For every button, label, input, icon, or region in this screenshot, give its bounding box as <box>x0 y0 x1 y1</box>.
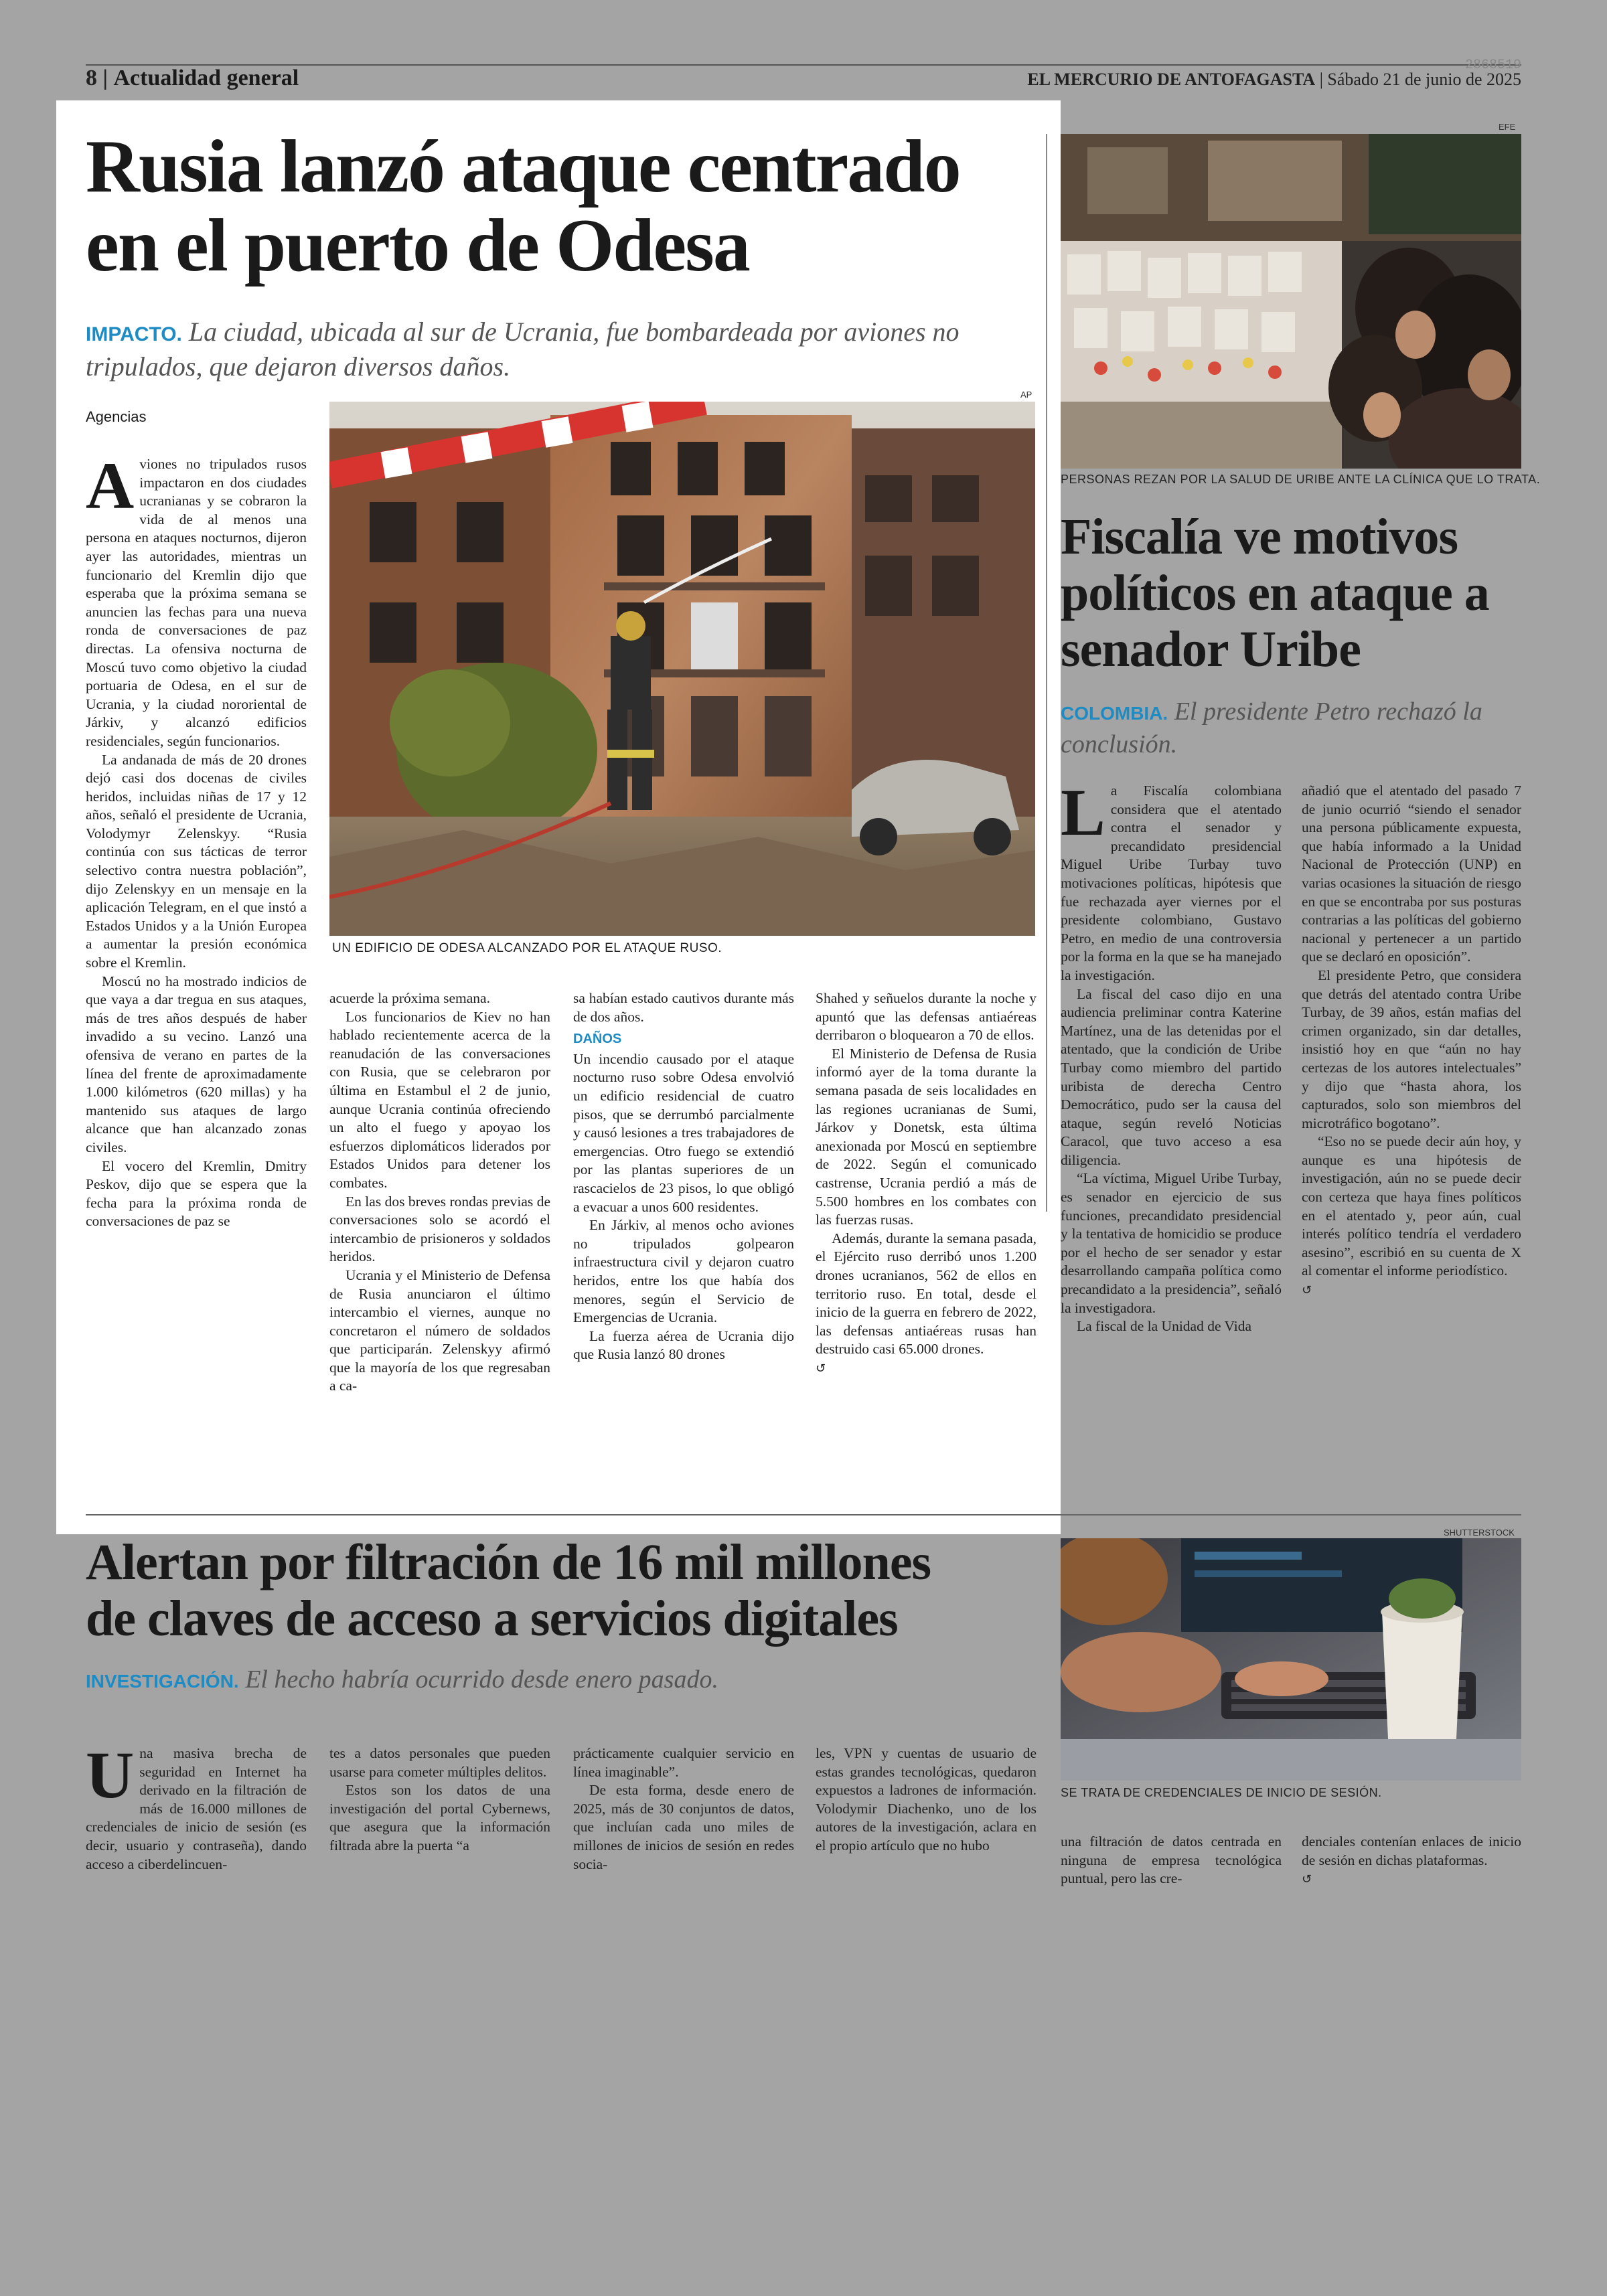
claves-column-2 <box>329 1744 550 1856</box>
odesa-photo-credit: AP <box>1020 390 1032 400</box>
section-header: 8 | Actualidad general <box>86 66 299 90</box>
odesa-paragraph: La fuerza aérea de Ucrania dijo que Rusia lanzó 80 drones <box>573 1327 794 1363</box>
uribe-paragraph: a Fiscalía colombiana considera que el atentado contra el senador y precandidato presidencial Miguel Uribe Turbay tuvo motivaciones políticas, hipótesis que fue rechazada ayer viernes por el presidente colombiano, Gustavo Petro, en medio de una controversia por la forma en la que se ha manejado la investigación. <box>1061 783 1282 983</box>
uribe-photo <box>1061 134 1521 469</box>
odesa-paragraph: Un incendio causado por el ataque nocturno ruso sobre Odesa envolvió un edificio residencial de cuatro pisos, que se derrumbó parcialmente y causó lesiones a tres trabajadores de emergencias. Otro fuego se extendió por las plantas superiores de un rascacielos de 23 pisos, lo que obligó a evacuar a unos 600 residentes. <box>573 1050 794 1215</box>
claves-headline <box>86 1534 1037 1647</box>
odesa-headline <box>86 127 1037 285</box>
odesa-headline-line2: en el puerto de Odesa <box>86 204 749 287</box>
odesa-paragraph: Shahed y señuelos durante la noche y apuntó que las defensas antiaéreas derribaron o bloquearon a 70 de ellos. <box>816 990 1037 1044</box>
odesa-photo-image <box>329 402 1035 936</box>
section-divider <box>86 1514 1521 1515</box>
odesa-paragraph: El Ministerio de Defensa de Rusia informó ayer de la toma durante la semana pasada de seis localidades en las regiones ucranianas de Sumi, Járkov y Donetsk, esta última anexionada por Moscú en septiembre de 2022. Según el comunicado castrense, Ucrania perdió a más de 5.500 hombres en los combates con las fuerzas rusas. <box>816 1045 1037 1228</box>
claves-photo-credit: SHUTTERSTOCK <box>1444 1528 1515 1538</box>
odesa-deck-text: La ciudad, ubicada al sur de Ucrania, fue bombardeada por aviones no tripulados, que dejaron diversos daños. <box>86 317 960 382</box>
odesa-paragraph: Ucrania y el Ministerio de Defensa de Rusia anunciaron el último intercambio el viernes, aunque no concretaron el número de soldados que participarán. Zelenskyy afirmó que la mayoría de los que regresaban a ca- <box>329 1266 550 1394</box>
odesa-column-3 <box>573 989 794 1364</box>
uribe-headline-line3: senador Uribe <box>1061 621 1361 677</box>
masthead: EL MERCURIO DE ANTOFAGASTA | Sábado 21 de junio de 2025 <box>1027 70 1521 89</box>
claves-photo <box>1061 1538 1521 1781</box>
odesa-drop-cap: A <box>86 448 135 523</box>
claves-paragraph: les, VPN y cuentas de usuario de estas grandes tecnológicas, quedaron expuestos a ladrones de información. Volodymir Diachenko, uno de los autores de la investigación, aclara en el propio artículo que no hubo <box>816 1745 1037 1854</box>
odesa-paragraph: La andanada de más de 20 drones dejó casi dos docenas de civiles heridos, incluidas niñas de 17 y 12 años, señaló el presidente de Ucrania, Volodymyr Zelenskyy. “Rusia continúa con sus tácticas de terror selectivo contra nuestra población”, dijo Zelenskyy en un mensaje en la aplicación Telegram, en el que instó a Estados Unidos y a la Unión Europea a aumentar la presión económica sobre el Kremlin. <box>86 751 307 971</box>
claves-deck-text: El hecho habría ocurrido desde enero pasado. <box>245 1665 718 1694</box>
uribe-paragraph: La fiscal del caso dijo en una audiencia preliminar contra Katerine Martínez, una de las detenidas por el atentado, que la condición de Uribe Turbay como miembro del partido uribista de derecha Centro Democrático, pudo ser la causa del ataque, según reveló Noticias Caracol, que tuvo acceso a esa diligencia. <box>1061 985 1282 1168</box>
uribe-photo-caption: PERSONAS REZAN POR LA SALUD DE URIBE ANTE LA CLÍNICA QUE LO TRATA. <box>1061 473 1541 486</box>
uribe-headline-line2: políticos en ataque a <box>1061 565 1489 621</box>
uribe-column-2 <box>1302 782 1521 1300</box>
odesa-paragraph: Los funcionarios de Kiev no han hablado recientemente acerca de la reanudación de las conversaciones con Rusia, que se celebraron por última en Estambul el 2 de junio, aunque Ucrania continúa ofreciendo un alto el fuego y apoyao los esfuerzos diplomáticos liderados por Estados Unidos para detener los combates. <box>329 1008 550 1191</box>
claves-paragraph: Estos son los datos de una investigación del portal Cybernews, que asegura que la información filtrada abre la puerta “a <box>329 1782 550 1854</box>
odesa-column-1 <box>86 448 307 1231</box>
uribe-deck-text: El presidente Petro rechazó la conclusión. <box>1061 698 1482 758</box>
claves-paragraph: prácticamente cualquier servicio en línea imaginable”. <box>573 1745 794 1780</box>
uribe-paragraph: El presidente Petro, que considera que detrás del atentado contra Uribe Turbay, de 39 años, están mafias del crimen organizado, sin dar detalles, insistió hoy en que “aún no hay certezas de los autores intelectuales” y dijo que “hasta ahora, los capturados, solo son miembros del microtráfico bogotano”. <box>1302 967 1521 1131</box>
odesa-paragraph: En las dos breves rondas previas de conversaciones solo se acordó el intercambio de prisioneros y soldados heridos. <box>329 1193 550 1265</box>
odesa-deck <box>86 316 1037 383</box>
odesa-paragraph: acuerde la próxima semana. <box>329 990 490 1006</box>
claves-drop-cap: U <box>86 1738 135 1812</box>
odesa-kicker: IMPACTO. <box>86 323 182 345</box>
odesa-paragraph: En Járkiv, al menos ocho aviones no tripulados golpearon infraestructura civil y dejaron cuatro heridos, entre los que había dos menores, según el Servicio de Emergencias de Ucrania. <box>573 1217 794 1326</box>
uribe-paragraph: “La víctima, Miguel Uribe Turbay, es senador en ejercicio de sus funciones, precandidato presidencial y la tentativa de homicidio se produce por el hecho de ser senador y estar desarrollando campaña política como precandidato a la presidencia”, señaló la investigadora. <box>1061 1170 1282 1316</box>
odesa-column-divider <box>1046 134 1047 1212</box>
end-mark-icon: ↺ <box>1302 1872 1312 1887</box>
odesa-paragraph: Además, durante la semana pasada, el Ejército ruso derribó unos 1.200 drones ucranianos, 562 de ellos en territorio ruso. En total, desde el inicio de la guerra en febrero de 2022, las defensas antiaéreas rusas han destruido casi 65.000 drones. <box>816 1230 1037 1358</box>
claves-headline-line2: de claves de acceso a servicios digitales <box>86 1590 898 1647</box>
odesa-byline: Agencias <box>86 408 147 425</box>
odesa-photo-caption: UN EDIFICIO DE ODESA ALCANZADO POR EL ATAQUE RUSO. <box>332 941 722 955</box>
claves-column-6 <box>1302 1833 1521 1889</box>
claves-headline-line1: Alertan por filtración de 16 mil millones <box>86 1534 931 1590</box>
claves-column-5 <box>1061 1833 1282 1888</box>
article-uribe <box>1061 509 1521 760</box>
odesa-column-4 <box>816 989 1037 1378</box>
uribe-headline <box>1061 509 1521 677</box>
end-mark-icon: ↺ <box>816 1361 826 1376</box>
odesa-paragraph: El vocero del Kremlin, Dmitry Peskov, dijo que se espera que la fecha para la próxima ronda de conversaciones de paz se <box>86 1157 307 1230</box>
claves-photo-caption: SE TRATA DE CREDENCIALES DE INICIO DE SESIÓN. <box>1061 1786 1382 1799</box>
article-claves <box>86 1534 1037 1697</box>
claves-paragraph: denciales contenían enlaces de inicio de sesión en dichas plataformas. <box>1302 1833 1521 1868</box>
article-odesa <box>86 127 1037 383</box>
uribe-headline-line1: Fiscalía ve motivos <box>1061 509 1458 565</box>
odesa-headline-line1: Rusia lanzó ataque centrado <box>86 125 960 208</box>
claves-column-4 <box>816 1744 1037 1856</box>
uribe-paragraph: “Eso no se puede decir aún hoy, y aunque es una hipótesis de investigación, aún no se puede decir con certeza que haya fines políticos en el atentado y, peor aún, cual interés político tendría el verdadero asesino”, escribió en su cuenta de X al comentar el informe periodístico. <box>1302 1133 1521 1279</box>
uribe-photo-image <box>1061 134 1521 469</box>
uribe-photo-credit: EFE <box>1499 122 1516 132</box>
odesa-paragraph: sa habían estado cautivos durante más de dos años. <box>573 990 794 1025</box>
odesa-paragraph: viones no tripulados rusos impactaron en dos ciudades ucranianas y se cobraron la vida de al menos una persona en ataques nocturnos, dijeron ayer las autoridades, mientras un funcionario del Kremlin dijo que esperaba que la próxima semana se anuncien las fechas para una nueva ronda de conversaciones de paz directas. La ofensiva nocturna de Moscú tuvo como objetivo la ciudad portuaria de Odesa, en el sur de Ucrania, y la ciudad nororiental de Járkiv, y alcanzó edificios residenciales, según funcionarios. <box>86 456 307 749</box>
claves-paragraph: De esta forma, desde enero de 2025, más de 30 conjuntos de datos, que incluían cada uno miles de millones de inicios de sesión en redes socia- <box>573 1782 794 1872</box>
claves-deck <box>86 1664 1037 1697</box>
claves-paragraph: na masiva brecha de seguridad en Internet ha derivado en la filtración de más de 16.000 millones de credenciales de inicio de sesión (es decir, usuario y contraseña), dando acceso a ciberdelincuen- <box>86 1745 307 1872</box>
odesa-photo <box>329 402 1035 936</box>
odesa-paragraph: Moscú no ha mostrado indicios de que vaya a dar tregua en sus ataques, más de tres años después de haber invadido a su vecino. Lanzó una ofensiva de verano en partes de la línea del frente de aproximadamente 1.000 kilómetros (620 millas) y ha mantenido sus ataques de largo alcance que han alcanzado zonas civiles. <box>86 973 307 1155</box>
claves-paragraph: una filtración de datos centrada en ninguna de empresa tecnológica puntual, pero las cre- <box>1061 1833 1282 1887</box>
end-mark-icon: ↺ <box>1302 1283 1312 1298</box>
claves-column-3 <box>573 1744 794 1874</box>
claves-column-1 <box>86 1738 307 1874</box>
odesa-column-2 <box>329 989 550 1396</box>
uribe-paragraph: La fiscal de la Unidad de Vida <box>1077 1318 1251 1335</box>
odesa-subhead: DAÑOS <box>573 1032 622 1047</box>
claves-kicker: INVESTIGACIÓN. <box>86 1671 239 1692</box>
claves-photo-image <box>1061 1538 1521 1781</box>
uribe-deck <box>1061 696 1521 760</box>
page-code: 2868519 <box>1464 58 1521 73</box>
page-number: 8 <box>86 66 97 90</box>
uribe-paragraph: añadió que el atentado del pasado 7 de junio ocurrió “siendo el senador una persona públicamente expuesta, que había informado a la Unidad Nacional de Protección (UNP) en varias ocasiones la situación de riesgo en que se encontraba por sus posturas contrarias a las políticas del gobierno nacional y pertenecer a un partido que se declaró en oposición”. <box>1302 783 1521 965</box>
uribe-kicker: COLOMBIA. <box>1061 703 1168 724</box>
publication-name: EL MERCURIO DE ANTOFAGASTA <box>1027 70 1316 89</box>
publication-date: Sábado 21 de junio de 2025 <box>1327 70 1521 89</box>
uribe-column-1 <box>1061 775 1282 1336</box>
uribe-drop-cap: L <box>1061 775 1105 849</box>
section-name: Actualidad general <box>113 66 299 90</box>
claves-paragraph: tes a datos personales que pueden usarse para cometer múltiples delitos. <box>329 1745 550 1780</box>
